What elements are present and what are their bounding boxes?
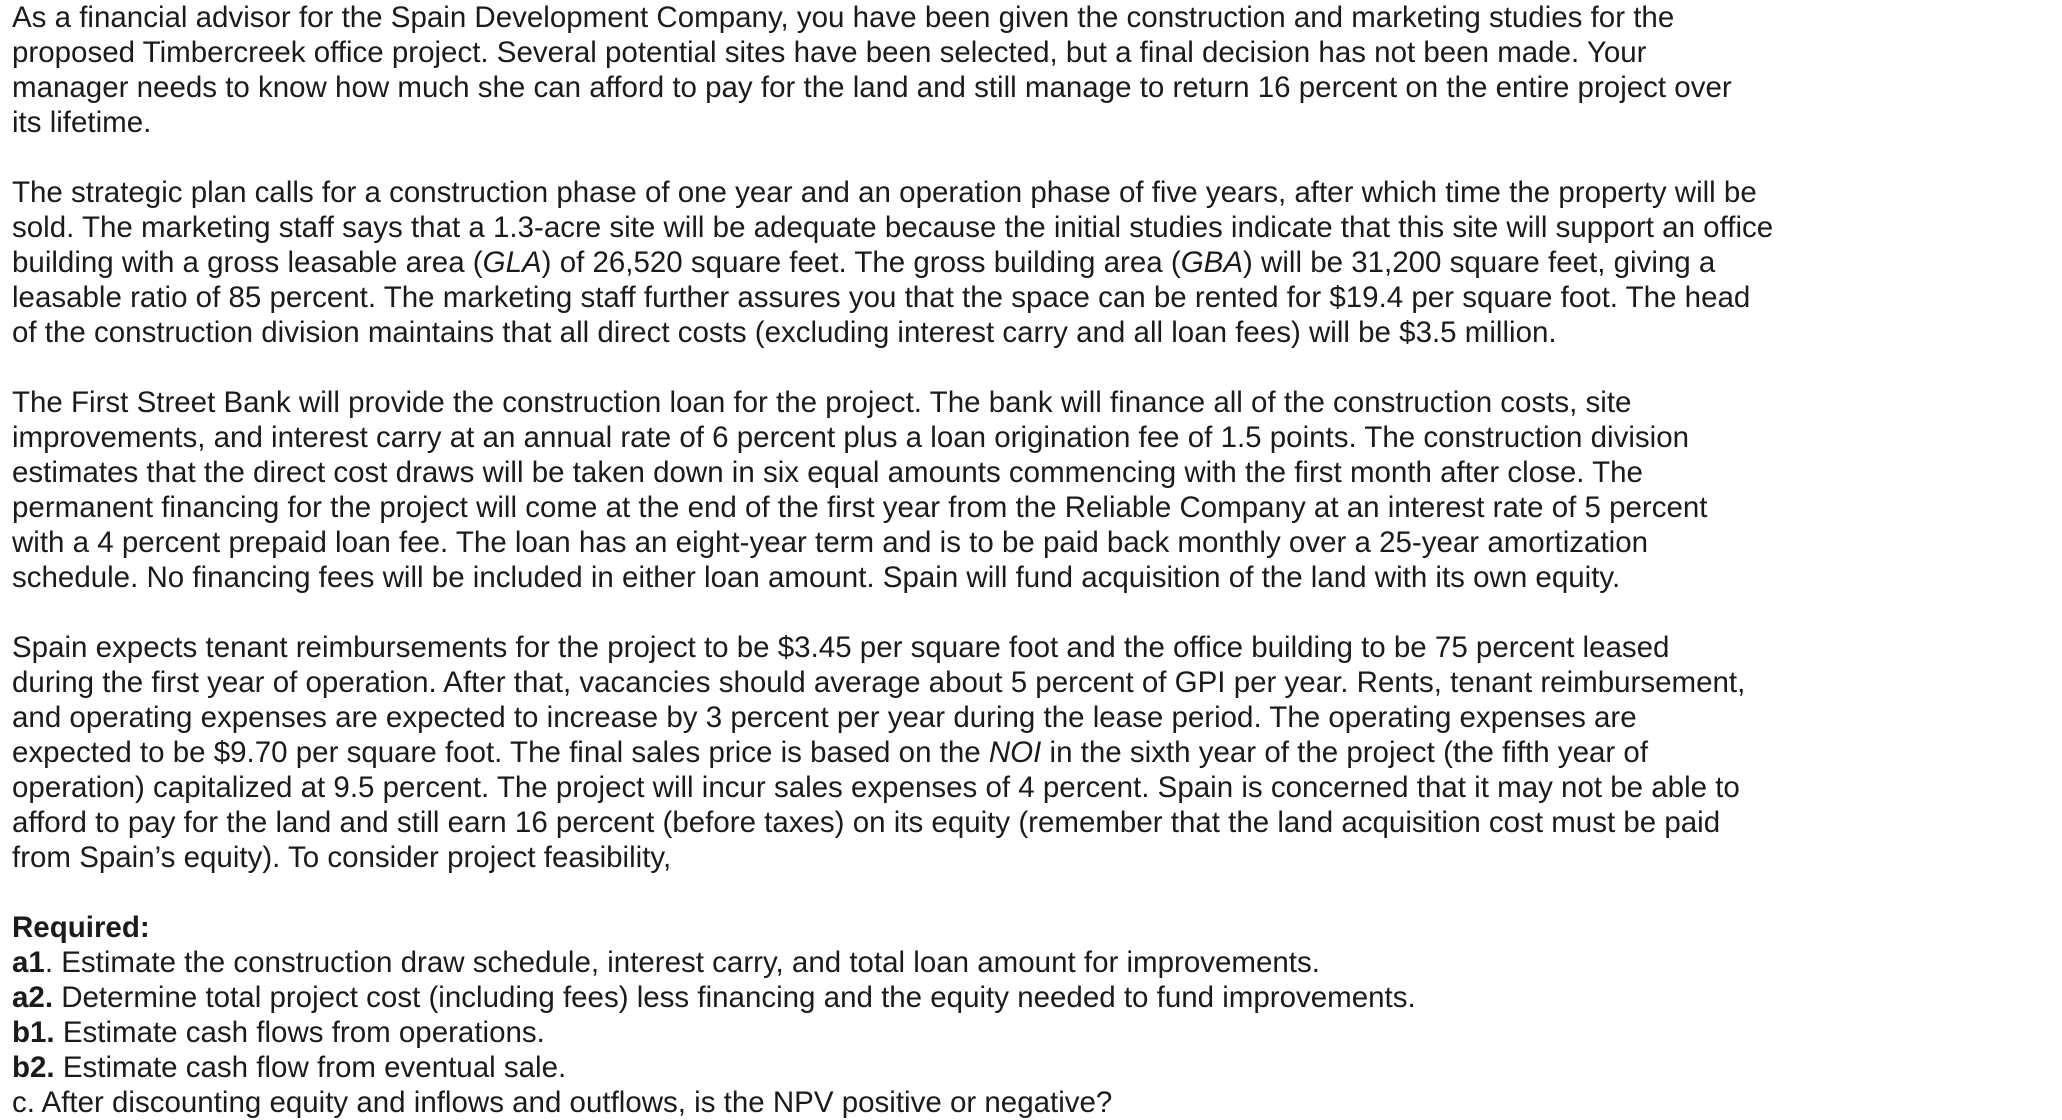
- text-segment: ) will be 31,200 square feet, giving a: [1243, 246, 1716, 279]
- intro-paragraph: [12, 0, 1932, 140]
- text-segment: expected to be $9.70 per square foot. The final sales price is based on the: [12, 736, 989, 769]
- text-line: The strategic plan calls for a construction phase of one year and an operation phase of five years, after which time the property will be: [12, 176, 1757, 209]
- required-item-key: b1.: [12, 1016, 55, 1049]
- text-line: during the first year of operation. After that, vacancies should average about 5 percent of GPI per year. Rents, tenant reimbursement,: [12, 666, 1746, 699]
- required-item-a2: [12, 980, 1932, 1015]
- required-item-c-cut-off: c. After discounting equity and inflows and outflows, is the NPV positive or negative?: [12, 1086, 1113, 1119]
- required-item-text: . Estimate the construction draw schedule, interest carry, and total loan amount for improvements.: [44, 946, 1320, 979]
- problem-statement: [12, 0, 1932, 1120]
- text-line: estimates that the direct cost draws will be taken down in six equal amounts commencing with the first month after close. The: [12, 456, 1643, 489]
- gba-abbreviation: GBA: [1180, 246, 1244, 279]
- text-line: improvements, and interest carry at an annual rate of 6 percent plus a loan origination fee of 1.5 points. The construction division: [12, 421, 1690, 454]
- text-line: and operating expenses are expected to increase by 3 percent per year during the lease period. The operating expenses are: [12, 701, 1637, 734]
- text-line: schedule. No financing fees will be included in either loan amount. Spain will fund acquisition of the land with its own equity.: [12, 561, 1621, 594]
- noi-abbreviation: NOI: [988, 736, 1042, 769]
- required-heading: Required:: [12, 911, 150, 944]
- strategic-plan-paragraph: [12, 175, 1932, 350]
- financing-paragraph: [12, 385, 1932, 595]
- text-line: proposed Timbercreek office project. Several potential sites have been selected, but a final decision has not been made. Your: [12, 36, 1647, 69]
- text-line: permanent financing for the project will come at the end of the first year from the Reliable Company at an interest rate of 5 percent: [12, 491, 1708, 524]
- required-section: [12, 910, 1932, 1120]
- operations-paragraph: [12, 630, 1932, 875]
- required-item-key: a1: [12, 946, 45, 979]
- text-line: Spain expects tenant reimbursements for the project to be $3.45 per square foot and the office building to be 75 percent leased: [12, 631, 1670, 664]
- text-line: of the construction division maintains that all direct costs (excluding interest carry and all loan fees) will be $3.5 million.: [12, 316, 1557, 349]
- text-line: As a financial advisor for the Spain Development Company, you have been given the construction and marketing studies for the: [12, 1, 1675, 34]
- text-line: afford to pay for the land and still earn 16 percent (before taxes) on its equity (remember that the land acquisition cost must be paid: [12, 806, 1721, 839]
- text-line: manager needs to know how much she can afford to pay for the land and still manage to return 16 percent on the entire project over: [12, 71, 1732, 104]
- text-segment: in the sixth year of the project (the fifth year of: [1041, 736, 1649, 769]
- required-item-text: Estimate cash flows from operations.: [54, 1016, 545, 1049]
- required-item-text: Estimate cash flow from eventual sale.: [54, 1051, 567, 1084]
- gla-abbreviation: GLA: [482, 246, 542, 279]
- text-line: leasable ratio of 85 percent. The marketing staff further assures you that the space can be rented for $19.4 per square foot. The head: [12, 281, 1751, 314]
- text-line: its lifetime.: [12, 106, 152, 139]
- text-line: sold. The marketing staff says that a 1.3-acre site will be adequate because the initial studies indicate that this site will support an office: [12, 211, 1774, 244]
- text-segment: building with a gross leasable area (: [12, 246, 483, 279]
- text-line: from Spain’s equity). To consider project feasibility,: [12, 841, 672, 874]
- required-item-a1: [12, 945, 1932, 980]
- text-line: The First Street Bank will provide the construction loan for the project. The bank will finance all of the construction costs, site: [12, 386, 1632, 419]
- text-segment: ) of 26,520 square feet. The gross building area (: [541, 246, 1181, 279]
- text-line: [12, 245, 1932, 280]
- required-item-text: Determine total project cost (including fees) less financing and the equity needed to fund improvements.: [53, 981, 1416, 1014]
- required-item-b1: [12, 1015, 1932, 1050]
- required-item-key: a2.: [12, 981, 54, 1014]
- text-line: operation) capitalized at 9.5 percent. The project will incur sales expenses of 4 percent. Spain is concerned that it may not be able to: [12, 771, 1740, 804]
- required-item-key: b2.: [12, 1051, 55, 1084]
- text-line: [12, 735, 1932, 770]
- text-line: with a 4 percent prepaid loan fee. The loan has an eight-year term and is to be paid back monthly over a 25-year amortization: [12, 526, 1649, 559]
- required-item-b2: [12, 1050, 1932, 1085]
